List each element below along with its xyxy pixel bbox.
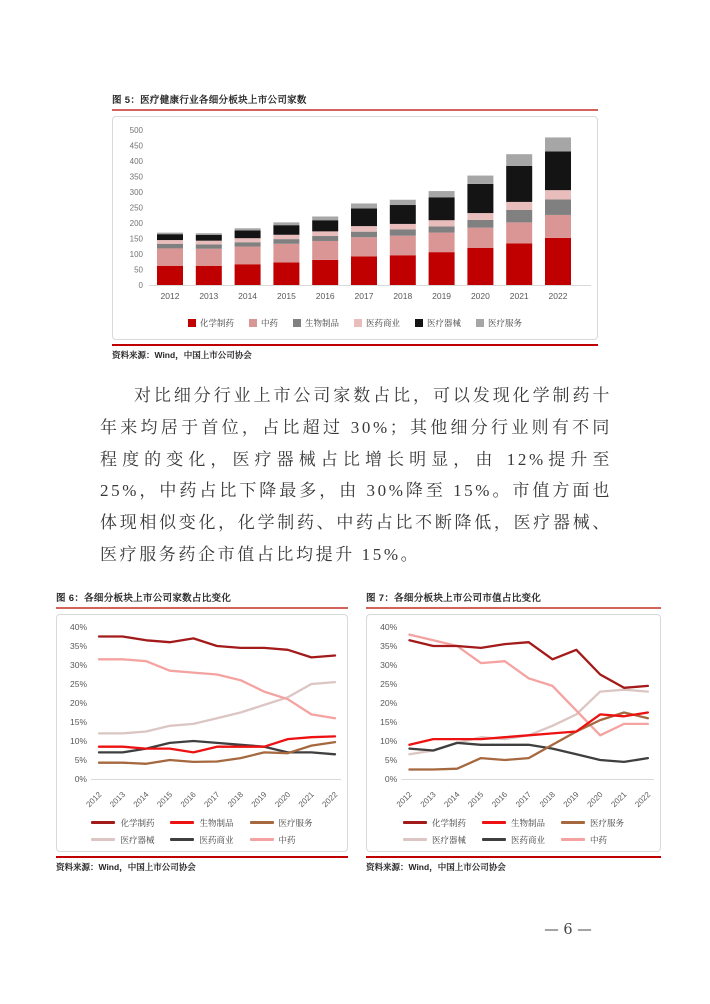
bar-segment [506,166,532,202]
bar-segment [351,203,377,208]
bar-segment [273,225,299,235]
x-tick-label: 2018 [226,790,246,809]
figure5-bar-chart [113,117,597,307]
bar-segment [390,224,416,230]
y-tick-label: 10% [69,736,87,746]
figure5-block [112,92,598,361]
y-tick-label: 150 [129,234,143,244]
figure5-title-underline [112,109,598,111]
bar-segment [312,220,338,231]
line-中药 [99,659,335,718]
x-tick-label: 2017 [514,790,534,809]
legend-label: 医疗服务 [488,318,523,328]
legend-swatch [170,838,194,841]
bar-segment [157,234,183,240]
bar-segment [157,244,183,249]
legend-item [403,817,466,829]
y-tick-label: 0% [74,774,87,784]
legend-item [91,817,154,829]
legend-swatch [482,821,506,824]
figure7-legend [367,811,660,851]
y-tick-label: 450 [129,141,143,151]
legend-label: 医疗器械 [431,834,466,845]
figure5-source-rule [112,344,598,346]
bar-segment [429,252,455,285]
legend-item [250,817,313,829]
bar-segment [390,230,416,236]
bar-segment [196,235,222,241]
page-number: — 6 — [544,922,592,938]
legend-label: 化学制药 [199,318,234,328]
x-tick-label: 2022 [320,790,340,809]
x-tick-label: 2016 [315,291,335,301]
figure7-line-chart [367,615,660,811]
legend-swatch [91,821,115,824]
y-tick-label: 100 [129,250,143,259]
legend-label: 化学制药 [431,817,466,828]
x-tick-label: 2013 [199,291,219,301]
bar-segment [467,184,493,213]
legend-item [482,817,545,829]
x-tick-label: 2018 [537,790,557,809]
bar-segment [273,239,299,244]
x-tick-label: 2014 [131,790,151,809]
legend-label: 医疗服务 [278,817,313,828]
y-tick-label: 50 [134,265,143,275]
x-tick-label: 2012 [160,291,180,301]
x-tick-label: 2022 [633,790,653,809]
bar-segment [196,233,222,235]
legend-label: 生物制品 [304,318,339,328]
legend-label: 化学制药 [120,817,155,828]
figure7-block [366,590,661,873]
legend-swatch [170,821,194,824]
figure7-source-rule [366,856,661,858]
y-tick-label: 250 [129,203,143,213]
x-tick-label: 2013 [418,790,438,809]
y-tick-label: 35% [69,641,87,651]
x-tick-label: 2020 [585,790,605,809]
bar-segment [545,190,571,199]
y-tick-label: 15% [69,717,87,727]
bar-segment [467,176,493,184]
legend-item [249,317,278,329]
y-tick-label: 30% [69,660,87,670]
x-tick-label: 2020 [470,291,490,301]
bar-segment [196,266,222,285]
y-tick-label: 500 [129,126,143,135]
bar-segment [390,255,416,285]
figure5-source: 资料来源：Wind，中国上市公司协会 [112,350,252,360]
y-tick-label: 40% [380,622,398,632]
bar-segment [429,191,455,197]
bar-segment [506,202,532,210]
legend-label: 中药 [278,834,296,845]
bar-segment [390,236,416,256]
y-tick-label: 0% [384,774,398,784]
line-化学制药 [99,637,335,658]
y-tick-label: 35% [380,641,398,651]
bar-segment [235,247,261,265]
y-tick-label: 400 [129,157,143,166]
figure6-chart-box [56,614,348,852]
figure5-legend [113,307,597,339]
bar-segment [467,248,493,285]
bar-segment [157,248,183,265]
legend-label: 中药 [260,318,278,328]
legend-label: 生物制品 [199,817,234,828]
x-tick-label: 2021 [509,291,529,301]
legend-item [403,834,466,846]
bar-segment [545,215,571,238]
bar-segment [545,199,571,215]
x-tick-label: 2019 [561,790,581,809]
body-paragraph: 对比细分行业上市公司家数占比，可以发现化学制药十年来均居于首位，占比超过 30%；其他细分行业则有不同程度的变化，医疗器械占比增长明显，由 12%提升至 25%，中药占比下降最多，由 30%降至 15%。市值方面也体现相似变化，化学制药、中药占比不断降低，医疗器械、医疗服务药企市值占比均提升 15%。 [100,386,612,564]
x-tick-label: 2013 [108,790,128,809]
bar-segment [545,151,571,190]
figure6-title: 图 6：各细分板块上市公司家数占比变化 [56,593,232,604]
legend-item [170,834,233,846]
bar-segment [235,230,261,238]
legend-label: 医药商业 [510,834,545,845]
y-tick-label: 15% [380,717,398,727]
x-tick-label: 2016 [490,790,510,809]
legend-item [561,834,624,846]
y-tick-label: 0 [138,281,143,290]
bar-segment [273,235,299,239]
bar-segment [157,233,183,235]
bar-segment [312,231,338,236]
figure6-legend [57,811,347,851]
bar-segment [467,228,493,248]
legend-swatch [403,821,427,824]
legend-swatch [250,838,274,841]
bar-segment [467,220,493,228]
bar-segment [545,238,571,285]
bar-segment [235,228,261,230]
legend-item [354,317,400,329]
bar-segment [196,244,222,248]
bar-segment [235,242,261,246]
bar-segment [545,137,571,151]
bar-segment [351,208,377,226]
figure6-block [56,590,348,873]
bar-segment [506,154,532,166]
bar-segment [157,240,183,244]
legend-item [482,834,545,846]
x-tick-label: 2017 [354,291,374,301]
figure6-source: 资料来源：Wind，中国上市公司协会 [56,862,196,872]
figure6-source-rule [56,856,348,858]
x-tick-label: 2015 [466,790,486,809]
legend-item [415,317,461,329]
x-tick-label: 2021 [296,790,316,809]
x-tick-label: 2015 [276,291,296,301]
legend-swatch [293,319,301,327]
legend-swatch [249,319,257,327]
legend-item [170,817,233,829]
bar-segment [351,256,377,285]
y-tick-label: 300 [129,188,143,197]
bar-segment [506,210,532,222]
y-tick-label: 25% [380,679,398,689]
legend-swatch [91,838,115,841]
legend-swatch [482,838,506,841]
figure6-title-underline [56,607,348,609]
bar-segment [351,232,377,238]
y-tick-label: 5% [384,755,398,765]
x-tick-label: 2019 [432,291,452,301]
x-tick-label: 2014 [238,291,258,301]
legend-label: 医药商业 [199,834,234,845]
legend-swatch [561,838,585,841]
figure7-source: 资料来源：Wind，中国上市公司协会 [366,862,506,872]
bar-segment [429,233,455,253]
legend-label: 医药商业 [366,318,401,328]
bar-segment [273,262,299,285]
bar-segment [273,244,299,263]
y-tick-label: 20% [380,698,398,708]
legend-item [188,317,234,329]
bar-segment [235,238,261,242]
x-tick-label: 2018 [393,291,413,301]
bar-segment [429,220,455,226]
bar-segment [429,197,455,220]
x-tick-label: 2019 [249,790,269,809]
x-tick-label: 2020 [273,790,293,809]
legend-item [250,834,313,846]
bar-segment [273,222,299,225]
bar-segment [351,237,377,256]
legend-label: 生物制品 [510,817,545,828]
legend-swatch [476,319,484,327]
line-中药 [409,635,647,736]
legend-item [561,817,624,829]
bar-segment [312,241,338,260]
y-tick-label: 350 [129,172,143,182]
bar-segment [506,222,532,243]
bar-segment [506,243,532,285]
x-tick-label: 2012 [84,790,104,809]
y-tick-label: 25% [69,679,87,689]
line-化学制药 [409,640,647,688]
figure7-chart-box [366,614,661,852]
x-tick-label: 2021 [609,790,629,809]
bar-segment [467,213,493,220]
bar-segment [196,241,222,245]
legend-swatch [403,838,427,841]
bar-segment [312,236,338,241]
y-tick-label: 200 [129,219,143,228]
y-tick-label: 20% [69,698,87,708]
bar-segment [390,200,416,205]
y-tick-label: 10% [380,736,398,746]
legend-label: 医疗器械 [120,834,155,845]
legend-swatch [250,821,274,824]
bar-segment [351,226,377,232]
x-tick-label: 2016 [178,790,198,809]
figure7-title: 图 7：各细分板块上市公司市值占比变化 [366,593,542,604]
x-tick-label: 2015 [155,790,175,809]
legend-label: 医疗服务 [590,817,625,828]
figure5-title: 图 5：医疗健康行业各细分板块上市公司家数 [112,95,307,106]
bar-segment [157,266,183,285]
legend-label: 中药 [590,834,608,845]
legend-swatch [561,821,585,824]
x-tick-label: 2022 [548,291,568,301]
legend-swatch [415,319,423,327]
y-tick-label: 40% [69,622,87,632]
legend-item [293,317,339,329]
bar-segment [235,264,261,285]
bar-segment [312,260,338,285]
figure6-line-chart [57,615,347,811]
legend-label: 医疗器械 [427,318,462,328]
x-tick-label: 2017 [202,790,222,809]
legend-item [476,317,522,329]
bar-segment [429,226,455,232]
figure5-chart-box [112,116,598,340]
x-tick-label: 2012 [394,790,414,809]
legend-item [91,834,154,846]
y-tick-label: 30% [380,660,398,670]
bar-segment [196,249,222,266]
bar-segment [312,216,338,220]
bar-segment [390,205,416,224]
x-tick-label: 2014 [442,790,462,809]
y-tick-label: 5% [74,755,87,765]
figure7-title-underline [366,607,661,609]
legend-swatch [354,319,362,327]
legend-swatch [188,319,196,327]
